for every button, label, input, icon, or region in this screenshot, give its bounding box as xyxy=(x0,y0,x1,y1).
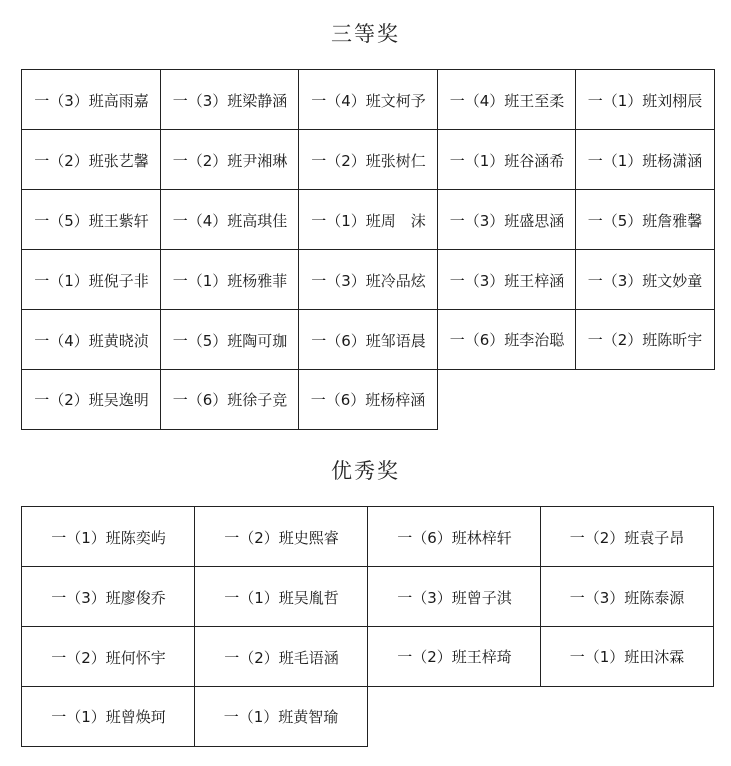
name-cell: 一（6）班徐子竞 xyxy=(160,369,299,430)
name-cell: 一（6）班李治聪 xyxy=(437,309,576,370)
name-cell: 一（5）班詹雅馨 xyxy=(575,189,715,250)
name-cell: 一（4）班高琪佳 xyxy=(160,189,299,250)
name-cell: 一（3）班冷品炫 xyxy=(298,249,438,310)
name-cell: 一（4）班王至柔 xyxy=(437,69,576,130)
excellence-award-title: 优秀奖 xyxy=(331,459,400,483)
name-cell: 一（1）班田沐霖 xyxy=(540,626,714,687)
name-cell: 一（6）班杨梓涵 xyxy=(298,369,438,430)
name-cell: 一（3）班盛思涵 xyxy=(437,189,576,250)
name-cell: 一（1）班倪子非 xyxy=(21,249,161,310)
name-cell: 一（1）班吴胤哲 xyxy=(194,566,368,627)
name-cell: 一（6）班林梓轩 xyxy=(367,506,541,567)
name-cell: 一（1）班黄智瑜 xyxy=(194,686,368,747)
name-cell: 一（4）班文柯予 xyxy=(298,69,438,130)
name-cell: 一（1）班杨雅菲 xyxy=(160,249,299,310)
name-cell: 一（2）班何怀宇 xyxy=(21,626,195,687)
name-cell: 一（3）班文妙童 xyxy=(575,249,715,310)
name-cell: 一（3）班廖俊乔 xyxy=(21,566,195,627)
name-cell: 一（4）班黄晓浈 xyxy=(21,309,161,370)
name-cell: 一（3）班曾子淇 xyxy=(367,566,541,627)
name-cell: 一（2）班史熙睿 xyxy=(194,506,368,567)
name-cell: 一（1）班曾焕珂 xyxy=(21,686,195,747)
name-cell: 一（1）班陈奕屿 xyxy=(21,506,195,567)
name-cell: 一（2）班尹湘琳 xyxy=(160,129,299,190)
name-cell: 一（1）班杨潇涵 xyxy=(575,129,715,190)
name-cell: 一（2）班陈昕宇 xyxy=(575,309,715,370)
name-cell: 一（2）班袁子昂 xyxy=(540,506,714,567)
name-cell: 一（1）班周 沫 xyxy=(298,189,438,250)
name-cell: 一（2）班王梓琦 xyxy=(367,626,541,687)
name-cell: 一（3）班高雨嘉 xyxy=(21,69,161,130)
name-cell: 一（1）班谷涵希 xyxy=(437,129,576,190)
name-cell: 一（2）班吴逸明 xyxy=(21,369,161,430)
name-cell: 一（5）班陶可珈 xyxy=(160,309,299,370)
name-cell: 一（1）班刘栩辰 xyxy=(575,69,715,130)
third-prize-title: 三等奖 xyxy=(331,22,400,46)
name-cell: 一（3）班陈泰源 xyxy=(540,566,714,627)
name-cell: 一（2）班毛语涵 xyxy=(194,626,368,687)
name-cell: 一（2）班张艺馨 xyxy=(21,129,161,190)
name-cell: 一（5）班王紫轩 xyxy=(21,189,161,250)
name-cell: 一（2）班张树仁 xyxy=(298,129,438,190)
name-cell: 一（3）班王梓涵 xyxy=(437,249,576,310)
name-cell: 一（6）班邹语晨 xyxy=(298,309,438,370)
name-cell: 一（3）班梁静涵 xyxy=(160,69,299,130)
